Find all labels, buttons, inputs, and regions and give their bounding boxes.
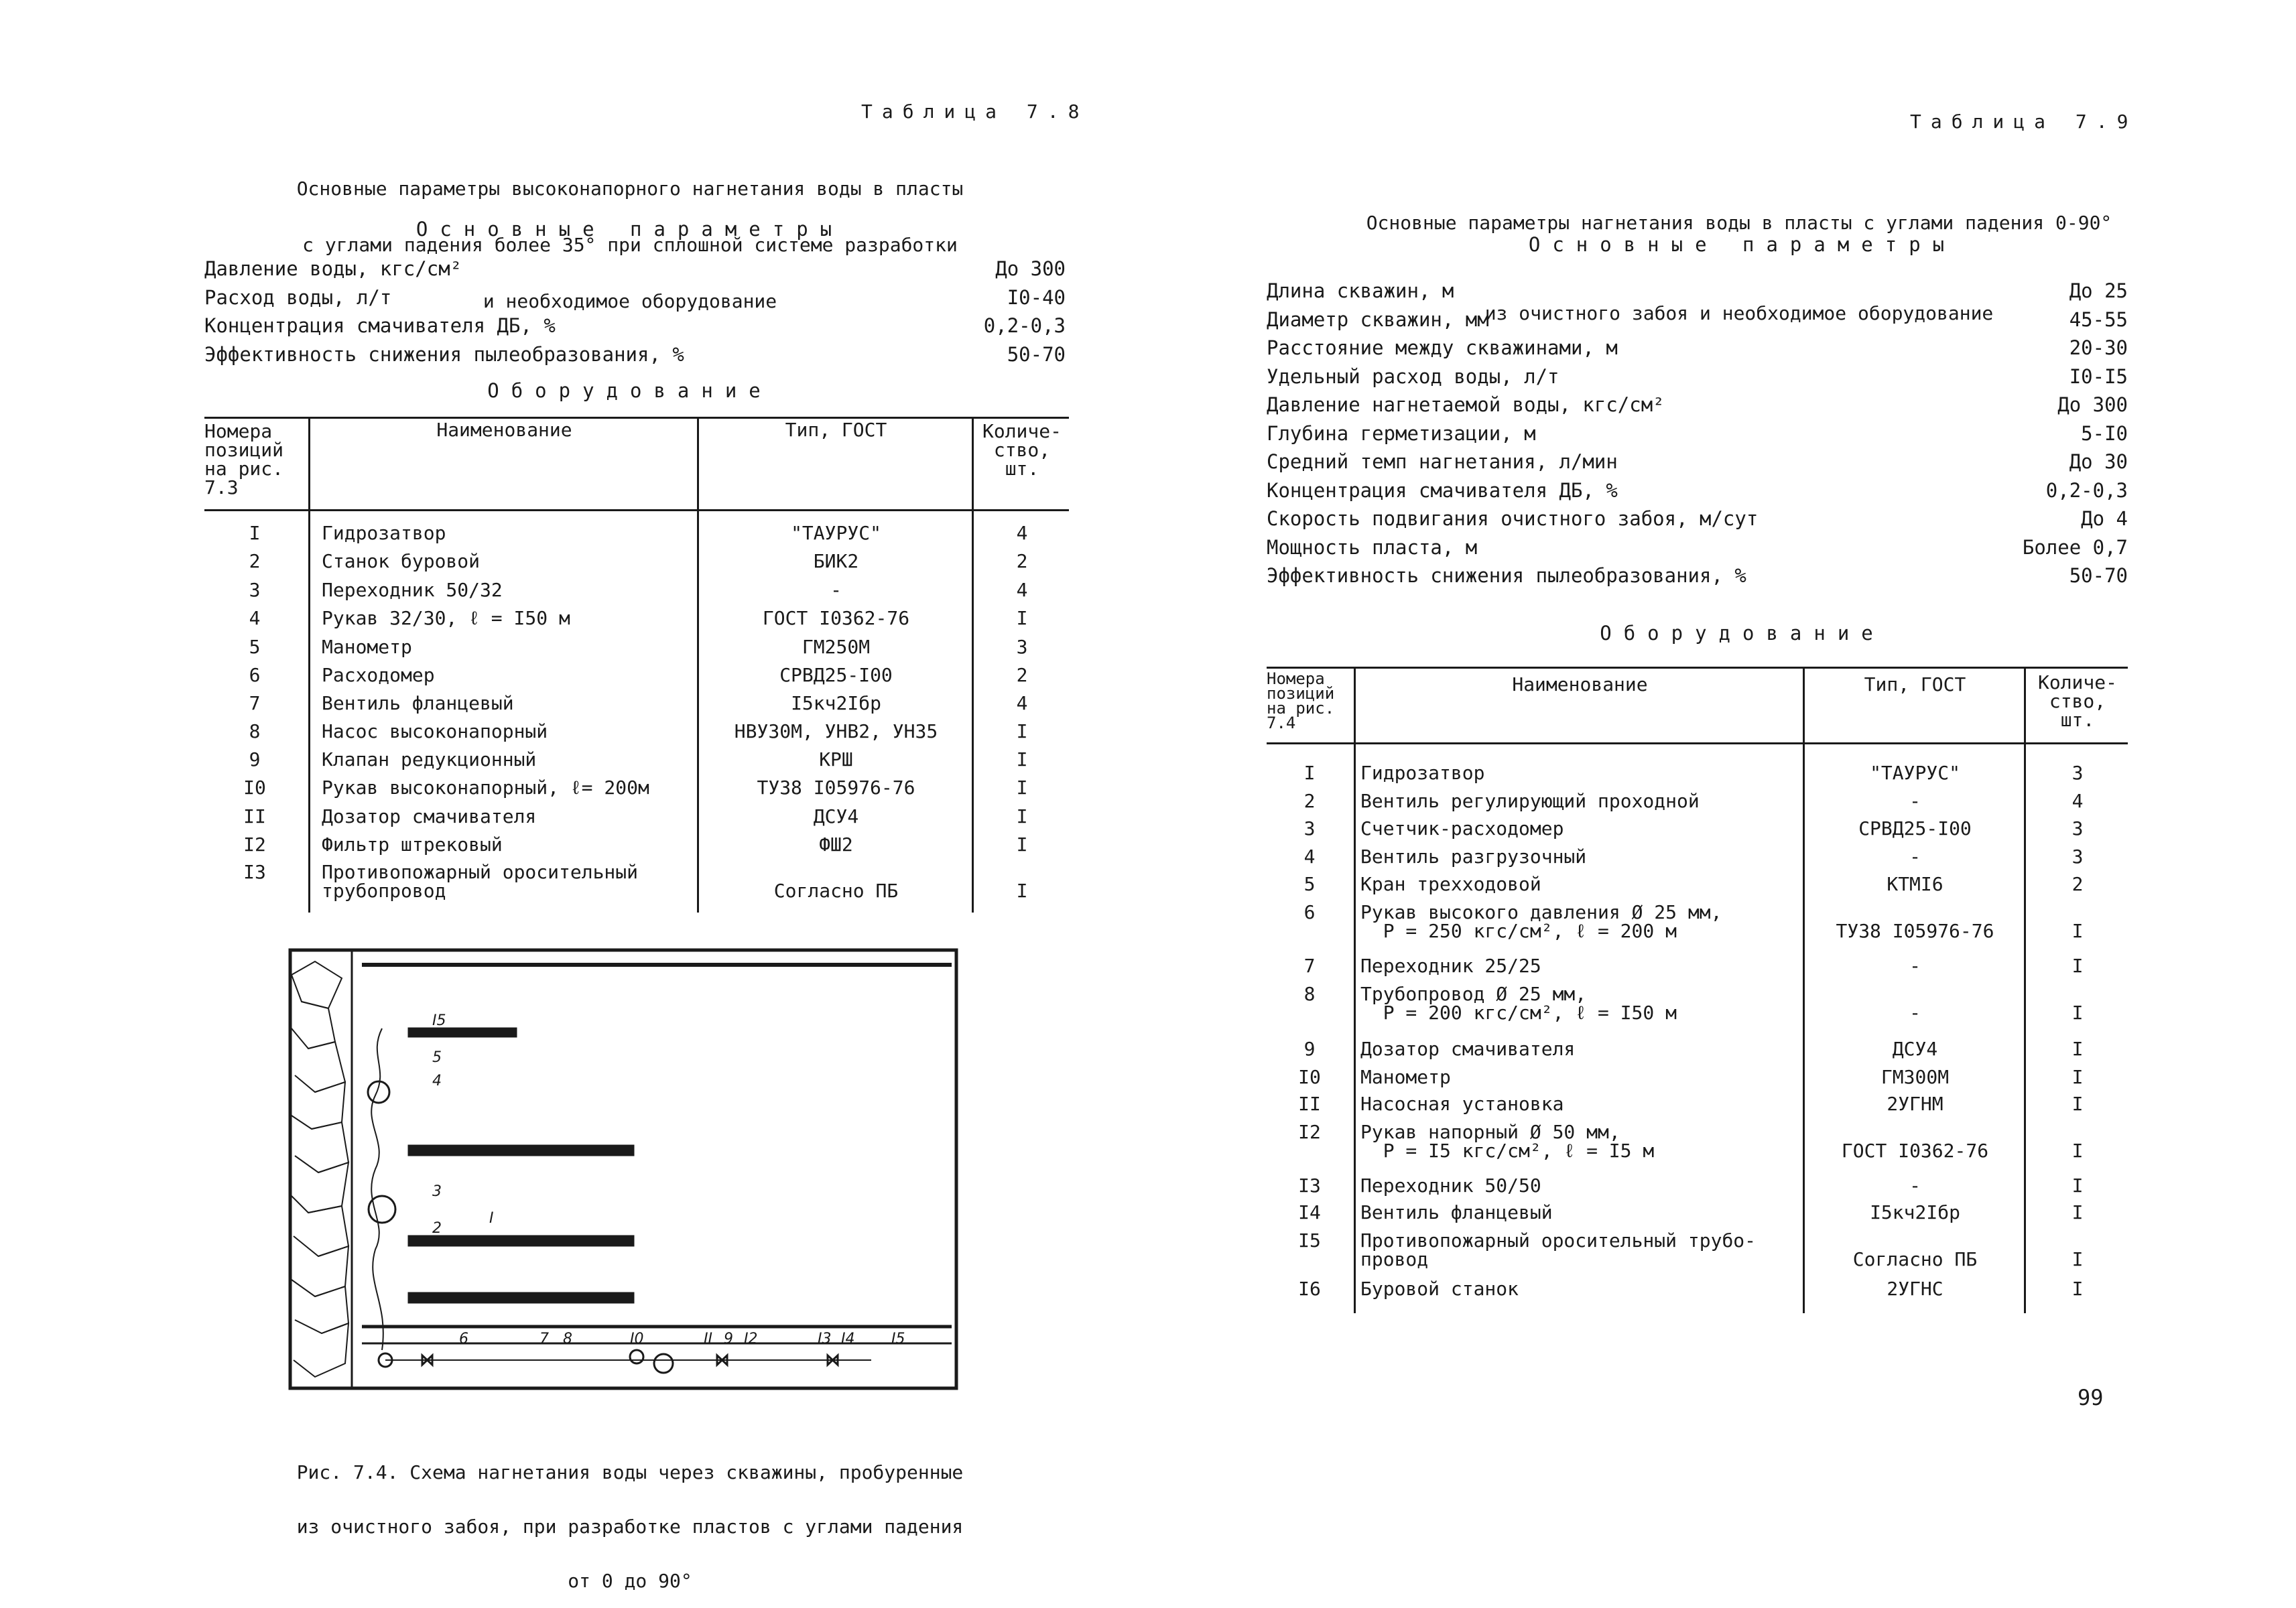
right-row-pos: I0 bbox=[1298, 1066, 1321, 1088]
right-title-line: из очистного забоя и необходимое оборудование bbox=[1484, 302, 1994, 324]
left-row-qty: 4 bbox=[1016, 692, 1028, 714]
figure-label: 4 bbox=[432, 1073, 442, 1089]
left-row-type: Согласно ПБ bbox=[773, 880, 899, 902]
right-param-row bbox=[1267, 337, 2128, 358]
right-row-type: "ТАУРУС" bbox=[1870, 762, 1960, 784]
left-table-top-rule bbox=[204, 417, 1069, 419]
param-value: 45-55 bbox=[2069, 308, 2128, 331]
param-value: Более 0,7 bbox=[2022, 535, 2128, 559]
left-row-type: ФШ2 bbox=[819, 833, 853, 856]
figure-caption bbox=[255, 1427, 1005, 1608]
figure-label: 8 bbox=[563, 1331, 572, 1347]
left-row-qty: 3 bbox=[1016, 636, 1028, 658]
right-row-name: Гидрозатвор bbox=[1360, 762, 1485, 784]
figure-label: 3 bbox=[432, 1183, 442, 1200]
param-name: Расход воды, л/т bbox=[204, 285, 392, 309]
right-table-divider bbox=[1354, 667, 1356, 1313]
right-row-qty: 3 bbox=[2071, 762, 2084, 784]
right-row-type: ГОСТ I0362-76 bbox=[1841, 1140, 1989, 1162]
left-row-qty: I bbox=[1016, 777, 1028, 799]
left-row-qty: 2 bbox=[1016, 664, 1028, 686]
left-row-pos: 3 bbox=[249, 579, 261, 601]
borehole bbox=[409, 1028, 516, 1036]
param-name: Средний темп нагнетания, л/мин bbox=[1267, 450, 1618, 473]
left-param-row bbox=[204, 287, 1066, 308]
right-row-type: - bbox=[1909, 790, 1921, 812]
right-col-name-header: Наименование bbox=[1512, 673, 1648, 695]
param-value: I0-I5 bbox=[2069, 364, 2128, 388]
right-row-name: Кран трехходовой bbox=[1360, 873, 1541, 895]
right-title-line: Основные параметры нагнетания воды в пласты с углами падения 0-90° bbox=[1366, 212, 2112, 234]
right-row-type: - bbox=[1909, 955, 1921, 977]
right-col-qty-header: Количе- ство, шт. bbox=[2037, 671, 2117, 731]
right-row-type: - bbox=[1909, 846, 1921, 868]
left-row-pos: 5 bbox=[249, 636, 261, 658]
figure-label: I3 bbox=[818, 1331, 832, 1347]
left-title-line: и необходимое оборудование bbox=[483, 290, 777, 312]
param-value: До 4 bbox=[2081, 507, 2128, 530]
left-row-type: ТУ38 I05976-76 bbox=[757, 777, 915, 799]
right-row-type: - bbox=[1909, 1002, 1921, 1024]
left-title-line: Основные параметры высоконапорного нагнетания воды в пласты bbox=[296, 178, 964, 200]
hose-line bbox=[371, 1028, 383, 1350]
param-value: До 25 bbox=[2069, 279, 2128, 302]
right-row-name: Трубопровод Ø 25 мм, P = 200 кгс/см², ℓ = I50 м bbox=[1360, 983, 1677, 1024]
right-row-qty: I bbox=[2071, 1002, 2084, 1024]
figure-frame bbox=[290, 950, 956, 1388]
right-equipment-heading: Оборудование bbox=[1600, 622, 1885, 645]
caption-line: из очистного забоя, при разработке пластов с углами падения bbox=[296, 1516, 964, 1538]
right-row-qty: 3 bbox=[2071, 817, 2084, 840]
right-row-qty: I bbox=[2071, 1140, 2084, 1162]
left-row-qty: I bbox=[1016, 833, 1028, 856]
right-row-name: Рукав высокого давления Ø 25 мм, P = 250 кгс/см², ℓ = 200 м bbox=[1360, 901, 1722, 942]
left-table-label: Таблица 7.8 bbox=[861, 100, 1089, 123]
right-table-label: Таблица 7.9 bbox=[1910, 111, 2138, 133]
left-row-name: Расходомер bbox=[322, 664, 435, 686]
left-title-line: с углами падения более 35° при сплошной системе разработки bbox=[302, 234, 958, 256]
right-row-type: КТМI6 bbox=[1887, 873, 1943, 895]
left-row-pos: 2 bbox=[249, 550, 261, 572]
right-row-type: Согласно ПБ bbox=[1852, 1248, 1978, 1270]
left-param-row bbox=[204, 315, 1066, 336]
right-row-name: Рукав напорный Ø 50 мм, P = I5 кгс/см², ℓ = I5 м bbox=[1360, 1121, 1655, 1162]
right-row-pos: I2 bbox=[1298, 1121, 1321, 1143]
right-row-pos: I6 bbox=[1298, 1278, 1321, 1300]
right-param-row bbox=[1267, 565, 2128, 586]
right-row-name: Насосная установка bbox=[1360, 1093, 1564, 1115]
right-row-pos: 6 bbox=[1303, 901, 1316, 923]
right-param-row bbox=[1267, 394, 2128, 415]
left-row-type: - bbox=[830, 579, 842, 601]
left-col-name-header: Наименование bbox=[436, 419, 572, 441]
left-row-qty: I bbox=[1016, 748, 1028, 770]
figure-label: II bbox=[704, 1331, 712, 1347]
left-row-qty: I bbox=[1016, 607, 1028, 629]
right-row-qty: I bbox=[2071, 1093, 2084, 1115]
right-params-heading: Основные параметры bbox=[1528, 233, 1957, 256]
right-param-row bbox=[1267, 537, 2128, 558]
left-table-header-rule bbox=[204, 509, 1069, 511]
right-row-qty: I bbox=[2071, 1248, 2084, 1270]
valve-symbol bbox=[630, 1350, 643, 1363]
left-table-divider bbox=[697, 417, 699, 913]
param-value: 5-I0 bbox=[2081, 421, 2128, 445]
right-col-pos-header: Номера позиций на рис. 7.4 bbox=[1267, 669, 1335, 732]
figure-label: 7 bbox=[539, 1331, 549, 1347]
left-row-pos: I2 bbox=[243, 833, 266, 856]
right-row-name: Счетчик-расходомер bbox=[1360, 817, 1564, 840]
param-value: 20-30 bbox=[2069, 336, 2128, 359]
right-row-qty: I bbox=[2071, 1175, 2084, 1197]
left-equipment-heading: Оборудование bbox=[487, 379, 773, 402]
right-table-divider bbox=[2024, 667, 2026, 1313]
left-table-divider bbox=[972, 417, 974, 913]
right-row-type: ГМ300М bbox=[1880, 1066, 1950, 1088]
right-row-type: ТУ38 I05976-76 bbox=[1836, 920, 1994, 942]
left-row-name: Гидрозатвор bbox=[322, 522, 446, 544]
param-name: Давление воды, кгс/см² bbox=[204, 257, 462, 280]
right-row-qty: I bbox=[2071, 1066, 2084, 1088]
left-row-type: ГОСТ I0362-76 bbox=[762, 607, 910, 629]
param-name: Концентрация смачивателя ДБ, % bbox=[1267, 478, 1618, 502]
right-row-pos: 8 bbox=[1303, 983, 1316, 1005]
right-row-pos: I4 bbox=[1298, 1201, 1321, 1223]
param-value: I0-40 bbox=[1007, 285, 1066, 309]
left-row-qty: I bbox=[1016, 805, 1028, 827]
figure-label: I0 bbox=[630, 1331, 644, 1347]
right-param-row bbox=[1267, 508, 2128, 529]
right-row-qty: 3 bbox=[2071, 846, 2084, 868]
right-row-type: СРВД25-I00 bbox=[1858, 817, 1972, 840]
left-table-divider bbox=[308, 417, 310, 913]
param-name: Длина скважин, м bbox=[1267, 279, 1454, 302]
left-row-pos: II bbox=[243, 805, 266, 827]
right-table-top-rule bbox=[1267, 667, 2128, 669]
caption-line: Рис. 7.4. Схема нагнетания воды через скважины, пробуренные bbox=[296, 1461, 964, 1483]
param-value: 50-70 bbox=[1007, 342, 1066, 366]
right-param-row bbox=[1267, 480, 2128, 501]
left-row-qty: 4 bbox=[1016, 522, 1028, 544]
param-name: Удельный расход воды, л/т bbox=[1267, 364, 1559, 388]
left-row-name: Рукав высоконапорный, ℓ= 200м bbox=[322, 777, 649, 799]
right-row-type: 2УГНМ bbox=[1887, 1093, 1943, 1115]
left-row-pos: I bbox=[249, 522, 261, 544]
param-name: Эффективность снижения пылеобразования, % bbox=[1267, 564, 1746, 587]
param-name: Скорость подвигания очистного забоя, м/сут bbox=[1267, 507, 1759, 530]
right-row-pos: I3 bbox=[1298, 1175, 1321, 1197]
right-row-pos: 2 bbox=[1303, 790, 1316, 812]
param-value: До 300 bbox=[995, 257, 1066, 280]
left-row-type: БИК2 bbox=[813, 550, 859, 572]
right-row-name: Противопожарный оросительный трубо- провод bbox=[1360, 1229, 1757, 1270]
right-param-row bbox=[1267, 451, 2128, 472]
left-row-pos: 7 bbox=[249, 692, 261, 714]
flowmeter-symbol bbox=[369, 1196, 395, 1223]
right-row-qty: I bbox=[2071, 1201, 2084, 1223]
figure-label: I5 bbox=[432, 1012, 446, 1029]
caption-line: от 0 до 90° bbox=[568, 1570, 692, 1592]
left-row-type: ГМ250М bbox=[802, 636, 871, 658]
right-param-row bbox=[1267, 309, 2128, 330]
left-row-name: Противопожарный оросительный трубопровод bbox=[322, 861, 639, 902]
right-row-name: Манометр bbox=[1360, 1066, 1451, 1088]
right-row-qty: I bbox=[2071, 955, 2084, 977]
left-param-row bbox=[204, 258, 1066, 279]
left-row-name: Рукав 32/30, ℓ = I50 м bbox=[322, 607, 570, 629]
left-row-qty: I bbox=[1016, 720, 1028, 742]
param-name: Мощность пласта, м bbox=[1267, 535, 1478, 559]
left-row-name: Дозатор смачивателя bbox=[322, 805, 537, 827]
left-row-pos: 9 bbox=[249, 748, 261, 770]
param-name: Концентрация смачивателя ДБ, % bbox=[204, 314, 556, 337]
figure-label: I bbox=[489, 1210, 494, 1227]
right-row-type: I5кч2Iбр bbox=[1870, 1201, 1960, 1223]
left-row-pos: 4 bbox=[249, 607, 261, 629]
left-row-qty: I bbox=[1016, 880, 1028, 902]
left-row-name: Вентиль фланцевый bbox=[322, 692, 514, 714]
right-param-row bbox=[1267, 423, 2128, 444]
left-col-type-header: Тип, ГОСТ bbox=[785, 419, 887, 441]
left-row-name: Манометр bbox=[322, 636, 412, 658]
right-row-qty: I bbox=[2071, 1038, 2084, 1060]
left-row-type: I5кч2Iбр bbox=[791, 692, 881, 714]
param-value: 0,2-0,3 bbox=[983, 314, 1066, 337]
right-row-pos: I bbox=[1303, 762, 1316, 784]
right-row-name: Переходник 50/50 bbox=[1360, 1175, 1541, 1197]
left-row-type: "ТАУРУС" bbox=[791, 522, 881, 544]
param-value: До 30 bbox=[2069, 450, 2128, 473]
right-row-type: 2УГНС bbox=[1887, 1278, 1943, 1300]
borehole bbox=[409, 1146, 633, 1155]
figure-label: I2 bbox=[744, 1331, 758, 1347]
right-row-pos: II bbox=[1298, 1093, 1321, 1115]
borehole bbox=[409, 1236, 633, 1246]
figure-label: 9 bbox=[724, 1331, 733, 1347]
rock-pattern bbox=[292, 961, 348, 1377]
param-name: Давление нагнетаемой воды, кгс/см² bbox=[1267, 393, 1665, 416]
figure-label: I5 bbox=[891, 1331, 905, 1347]
figure-label: I4 bbox=[841, 1331, 855, 1347]
right-row-qty: I bbox=[2071, 920, 2084, 942]
right-row-qty: 4 bbox=[2071, 790, 2084, 812]
left-row-name: Станок буровой bbox=[322, 550, 481, 572]
left-row-pos: 6 bbox=[249, 664, 261, 686]
right-row-name: Вентиль регулирующий проходной bbox=[1360, 790, 1700, 812]
borehole bbox=[409, 1293, 633, 1302]
right-row-pos: 9 bbox=[1303, 1038, 1316, 1060]
right-row-name: Буровой станок bbox=[1360, 1278, 1519, 1300]
figure-label: 2 bbox=[432, 1220, 442, 1237]
right-row-pos: 4 bbox=[1303, 846, 1316, 868]
param-name: Глубина герметизации, м bbox=[1267, 421, 1536, 445]
param-value: 50-70 bbox=[2069, 564, 2128, 587]
param-value: До 300 bbox=[2057, 393, 2128, 416]
right-table-header-rule bbox=[1267, 742, 2128, 744]
right-col-type-header: Тип, ГОСТ bbox=[1864, 673, 1966, 695]
right-row-type: ДСУ4 bbox=[1892, 1038, 1938, 1060]
left-param-row bbox=[204, 344, 1066, 365]
right-row-qty: 2 bbox=[2071, 873, 2084, 895]
right-row-pos: I5 bbox=[1298, 1229, 1321, 1252]
left-row-pos: I3 bbox=[243, 861, 266, 883]
left-row-name: Переходник 50/32 bbox=[322, 579, 503, 601]
left-row-pos: I0 bbox=[243, 777, 266, 799]
param-name: Расстояние между скважинами, м bbox=[1267, 336, 1618, 359]
page-number: 99 bbox=[2078, 1385, 2104, 1410]
figure-scheme bbox=[288, 948, 958, 1397]
right-table-divider bbox=[1803, 667, 1805, 1313]
left-row-name: Клапан редукционный bbox=[322, 748, 537, 770]
right-param-row bbox=[1267, 366, 2128, 387]
right-row-name: Вентиль разгрузочный bbox=[1360, 846, 1587, 868]
left-col-pos-header: Номера позиций на рис. 7.3 bbox=[204, 420, 284, 498]
right-param-row bbox=[1267, 280, 2128, 302]
param-value: 0,2-0,3 bbox=[2045, 478, 2128, 502]
right-row-pos: 3 bbox=[1303, 817, 1316, 840]
left-row-type: ДСУ4 bbox=[813, 805, 859, 827]
right-row-pos: 7 bbox=[1303, 955, 1316, 977]
left-row-type: СРВД25-I00 bbox=[779, 664, 893, 686]
right-row-name: Дозатор смачивателя bbox=[1360, 1038, 1576, 1060]
left-col-qty-header: Количе- ство, шт. bbox=[982, 420, 1062, 480]
figure-label: 5 bbox=[432, 1049, 442, 1066]
figure-label: 6 bbox=[459, 1331, 468, 1347]
right-row-type: - bbox=[1909, 1175, 1921, 1197]
pump-symbol bbox=[654, 1354, 673, 1373]
left-row-name: Насос высоконапорный bbox=[322, 720, 548, 742]
left-row-name: Фильтр штрековый bbox=[322, 833, 503, 856]
left-row-qty: 2 bbox=[1016, 550, 1028, 572]
left-params-heading: Основные параметры bbox=[416, 218, 844, 241]
left-row-type: КРШ bbox=[819, 748, 853, 770]
param-name: Эффективность снижения пылеобразования, % bbox=[204, 342, 684, 366]
param-name: Диаметр скважин, мм bbox=[1267, 308, 1489, 331]
left-row-qty: 4 bbox=[1016, 579, 1028, 601]
right-row-name: Вентиль фланцевый bbox=[1360, 1201, 1553, 1223]
right-row-name: Переходник 25/25 bbox=[1360, 955, 1541, 977]
left-row-type: НВУ30М, УНВ2, УН35 bbox=[734, 720, 938, 742]
left-row-pos: 8 bbox=[249, 720, 261, 742]
right-row-pos: 5 bbox=[1303, 873, 1316, 895]
right-row-qty: I bbox=[2071, 1278, 2084, 1300]
